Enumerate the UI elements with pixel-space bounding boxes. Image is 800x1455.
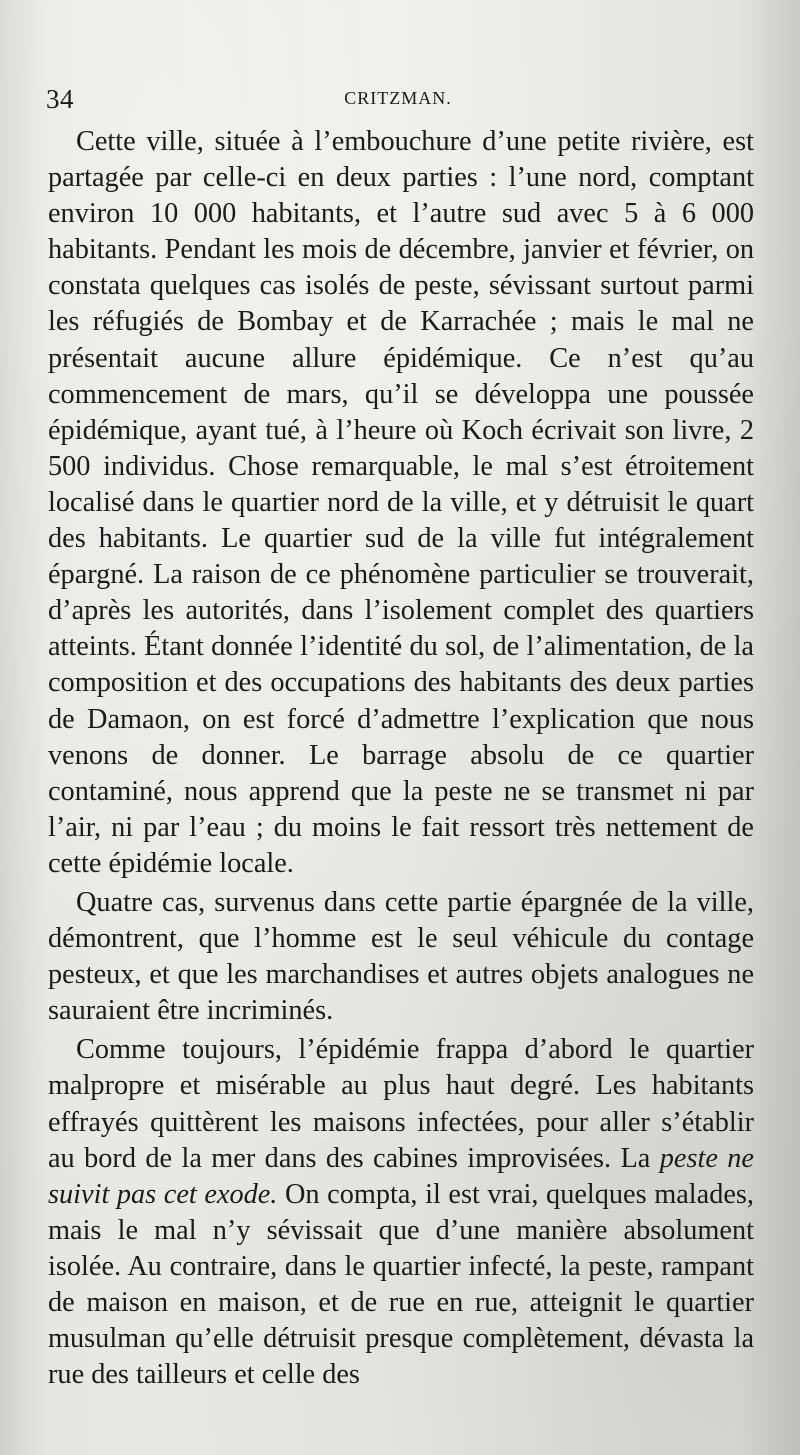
paragraph-2: Quatre cas, survenus dans cette partie épargnée de la ville, démontrent, que l’homme est le seul véhicule du contage pesteux, et que les marchandises et autres objets analogues ne sauraient être incriminés. bbox=[48, 886, 754, 1027]
paragraph-3-text-before: Comme toujours, l’épidémie frappa d’abord le quartier malpropre et misérable au plus haut degré. Les habitants effrayés quittèrent les maisons infectées, pour aller s’établir au bord de la mer dans des cabines improvisées. La bbox=[48, 1034, 754, 1174]
running-head bbox=[46, 84, 750, 114]
paragraph-1: Cette ville, située à l’embouchure d’une petite rivière, est partagée par celle-ci en deux parties : l’une nord, comptant environ 10 000 habitants, et l’autre sud avec 5 à 6 000 habitants. Pendant les mois de décembre, janvier et février, on constata quelques cas isolés de peste, sévissant surtout parmi les réfugiés de Bombay et de Karrachée ; mais le mal ne présentait aucune allure épidémique. Ce n’est qu’au commencement de mars, qu’il se développa une poussée épidémique, ayant tué, à l’heure où Koch écrivait son livre, 2 500 individus. Chose remarquable, le mal s’est étroitement localisé dans le quartier nord de la ville, et y détruisit le quart des habitants. Le quartier sud de la ville fut intégralement épargné. La raison de ce phénomène particulier se trouverait, d’après les autorités, dans l’isolement complet des quartiers atteints. Étant donnée l’identité du sol, de l’alimentation, de la composition et des occupations des habitants des deux parties de Damaon, on est forcé d’admettre l’explication que nous venons de donner. Le barrage absolu de ce quartier contaminé, nous apprend que la peste ne se transmet ni par l’air, ni par l’eau ; du moins le fait ressort très nettement de cette épidémie locale. bbox=[48, 126, 754, 879]
paragraph-3-italic: peste ne suivit pas cet exode. bbox=[48, 1142, 754, 1210]
body-text bbox=[48, 124, 754, 1393]
paragraph-3-text-after: On compta, il est vrai, quelques malades, mais le mal n’y sévissait que d’une manière absolument isolée. Au contraire, dans le quartier infecté, la peste, rampant de maison en maison, et de rue en rue, atteignit le quartier musulman qu’elle détruisit presque complètement, dévasta la rue des tailleurs et celle des bbox=[48, 1178, 754, 1391]
running-title: CRITZMAN. bbox=[344, 88, 452, 108]
paragraph-3 bbox=[48, 1032, 754, 1393]
page-number: 34 bbox=[46, 84, 74, 114]
